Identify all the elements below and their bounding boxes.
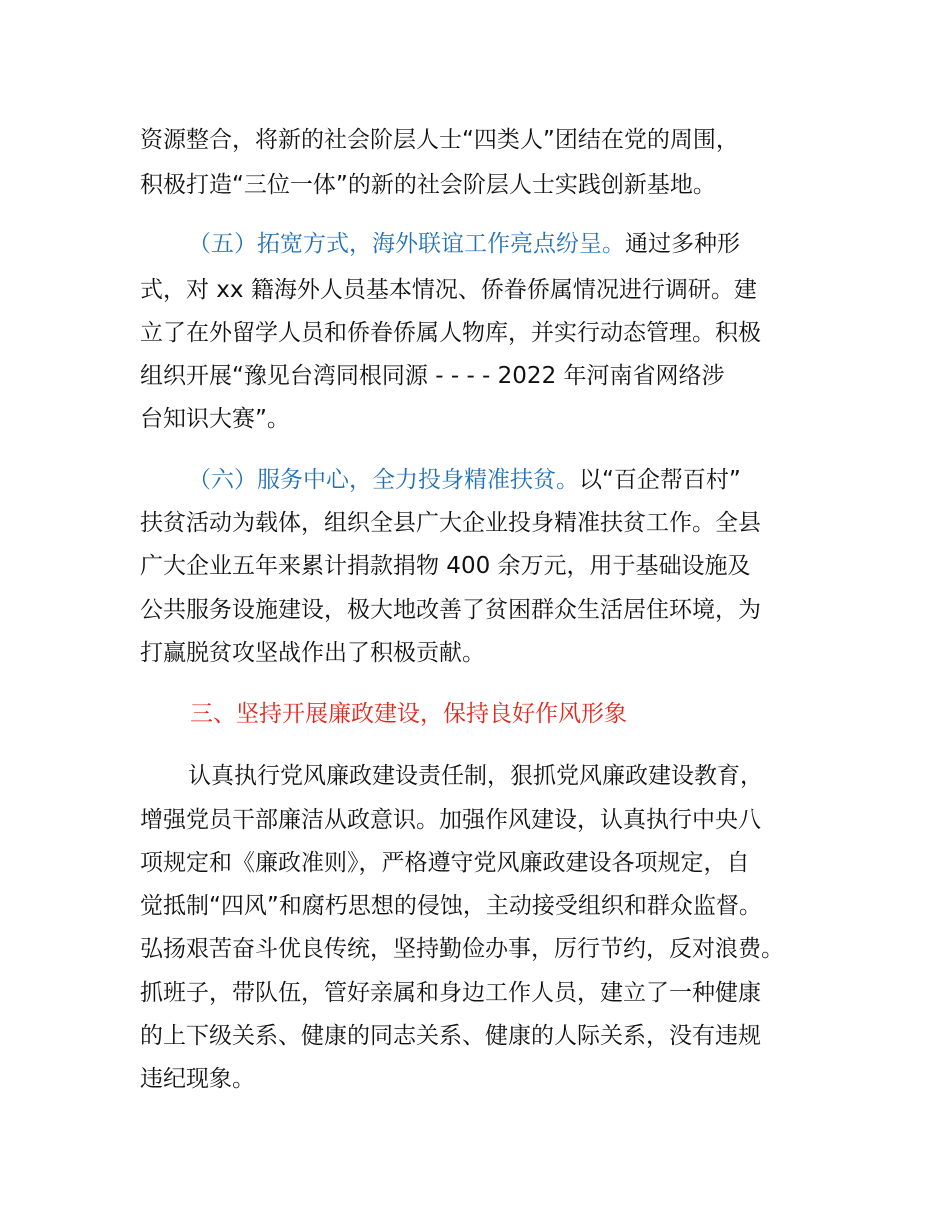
document-body: [140, 0, 830, 1230]
final-para-line-4: 觉抵制“四风”和腐朽思想的侵蚀，主动接受组织和群众监督。: [140, 893, 762, 919]
para-six-first-line: [188, 465, 741, 495]
final-para-line-8: 违纪现象。: [140, 1066, 255, 1092]
para-six-line-3: 广大企业五年来累计捐款捐物 400 余万元，用于基础设施及: [140, 553, 751, 579]
final-para-line-6: 抓班子，带队伍，管好亲属和身边工作人员，建立了一种健康: [140, 980, 761, 1006]
para-five-line-3: 立了在外留学人员和侨眷侨属人物库，并实行动态管理。积极: [140, 320, 761, 346]
para-five-line-4: 组织开展“豫见台湾同根同源 - - - - 2022 年河南省网络涉: [140, 363, 725, 389]
final-para-line-3: 项规定和《廉政准则》，严格遵守党风廉政建设各项规定，自: [140, 850, 750, 876]
section-three-heading: 三、坚持开展廉政建设，保持良好作风形象: [190, 701, 627, 727]
para-six-line-4: 公共服务设施建设，极大地改善了贫困群众生活居住环境，为: [140, 597, 761, 623]
para-five-heading: （五）拓宽方式，海外联谊工作亮点纷呈。: [188, 231, 625, 257]
final-para-line-2: 增强党员干部廉洁从政意识。加强作风建设，认真执行中央八: [140, 807, 761, 833]
para-six-heading: （六）服务中心，全力投身精准扶贫。: [188, 467, 579, 493]
final-para-line-5: 弘扬艰苦奋斗优良传统，坚持勤俭办事，厉行节约，反对浪费。: [140, 936, 784, 962]
final-para-line-1: 认真执行党风廉政建设责任制，狠抓党风廉政建设教育，: [188, 763, 763, 789]
para-five-line-5: 台知识大赛”。: [140, 406, 290, 432]
para-six-line-2: 扶贫活动为载体，组织全县广大企业投身精准扶贫工作。全县: [140, 510, 761, 536]
intro-line-2: 积极打造“三位一体”的新的社会阶层人士实践创新基地。: [140, 172, 716, 198]
para-five-first-line: [188, 229, 740, 259]
intro-line-1: 资源整合，将新的社会阶层人士“四类人”团结在党的周围，: [140, 127, 739, 153]
para-six-line-5: 打赢脱贫攻坚战作出了积极贡献。: [140, 640, 485, 666]
final-para-line-7: 的上下级关系、健康的同志关系、健康的人际关系，没有违规: [140, 1023, 761, 1049]
para-five-line-2: 式，对 xx 籍海外人员基本情况、侨眷侨属情况进行调研。建: [140, 277, 757, 303]
para-five-line1-rest: 通过多种形: [625, 231, 740, 257]
para-six-line1-rest: 以“百企帮百村”: [579, 467, 741, 493]
